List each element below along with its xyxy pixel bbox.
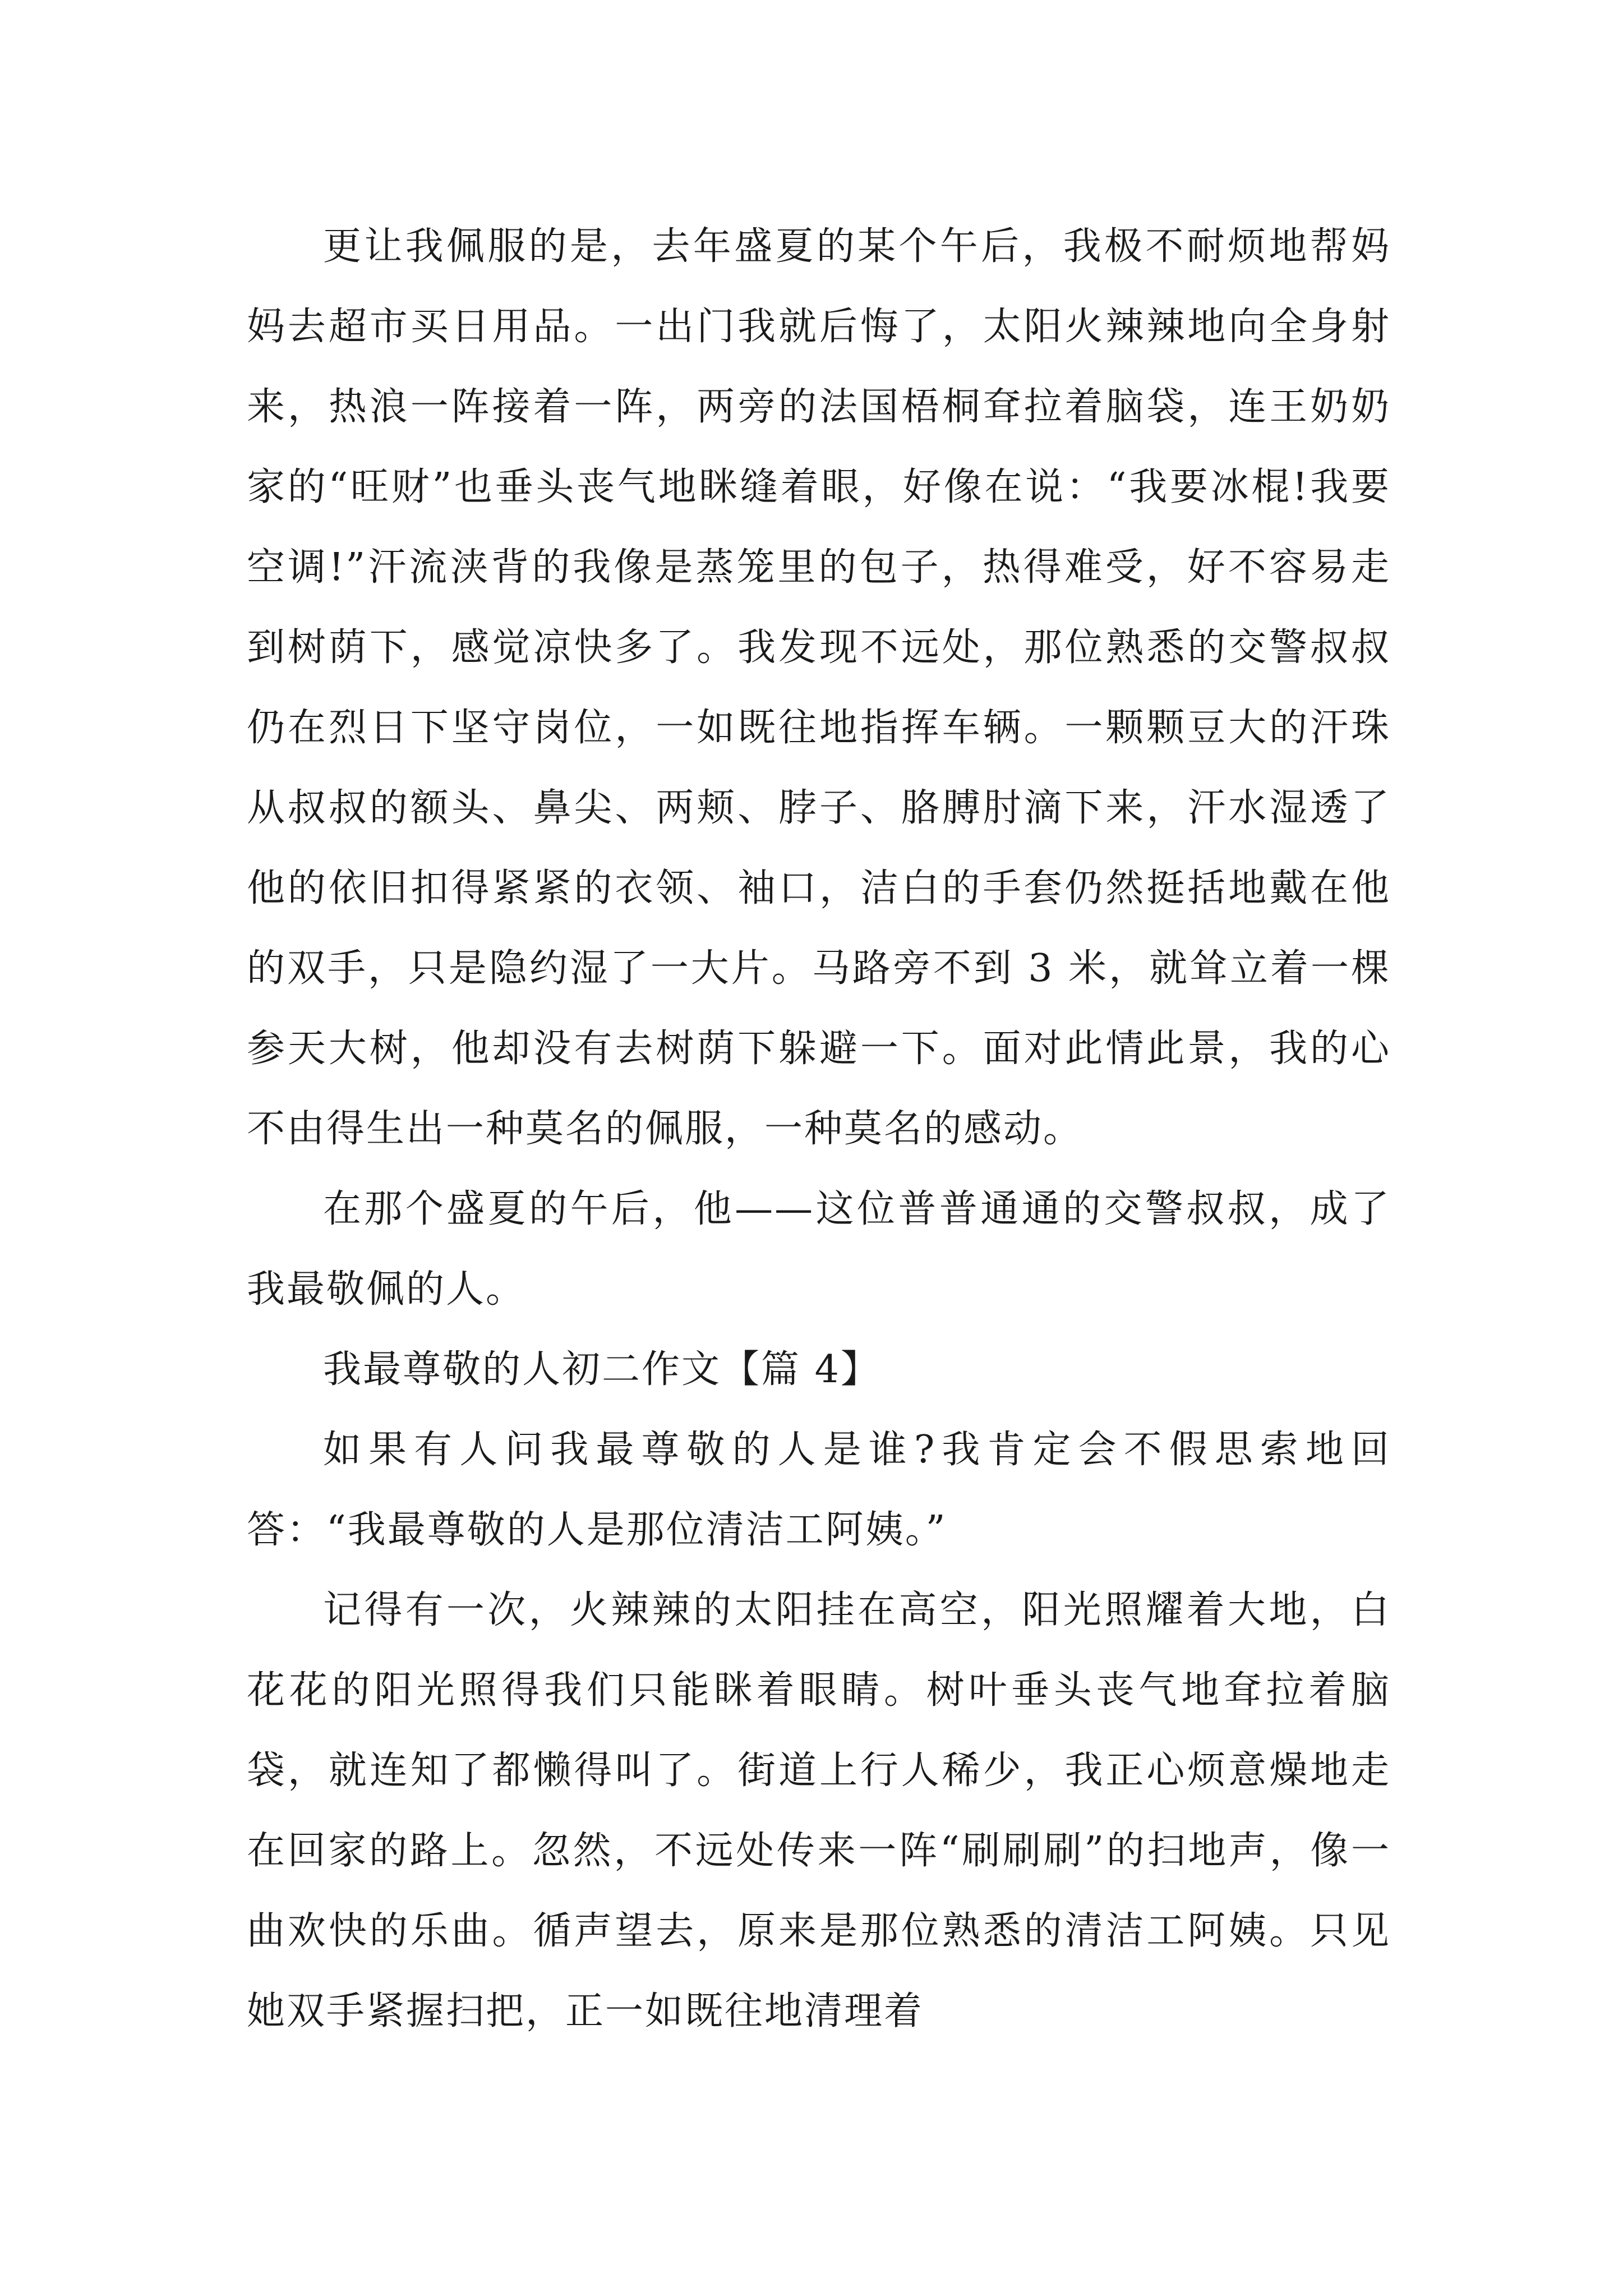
document-body [247,206,1391,2051]
paragraph-traffic-police-story: 更让我佩服的是，去年盛夏的某个午后，我极不耐烦地帮妈妈去超市买日用品。一出门我就后悔了，太阳火辣辣地向全身射来，热浪一阵接着一阵，两旁的法国梧桐耷拉着脑袋，连王奶奶家的“旺财”也垂头丧气地眯缝着眼，好像在说：“我要冰棍!我要空调!”汗流浃背的我像是蒸笼里的包子，热得难受，好不容易走到树荫下，感觉凉快多了。我发现不远处，那位熟悉的交警叔叔仍在烈日下坚守岗位，一如既往地指挥车辆。一颗颗豆大的汗珠从叔叔的额头、鼻尖、两颊、脖子、胳膊肘滴下来，汗水湿透了他的依旧扣得紧紧的衣领、袖口，洁白的手套仍然挺括地戴在他的双手，只是隐约湿了一大片。马路旁不到 3 米，就耸立着一棵参天大树，他却没有去树荫下躲避一下。面对此情此景，我的心不由得生出一种莫名的佩服，一种莫名的感动。 [247,224,1391,1151]
paragraph-question: 如果有人问我最尊敬的人是谁?我肯定会不假思索地回答：“我最尊敬的人是那位清洁工阿姨。” [247,1428,1391,1552]
paragraph-conclusion: 在那个盛夏的午后，他——这位普普通通的交警叔叔，成了我最敬佩的人。 [247,1187,1391,1312]
paragraph-cleaner-story: 记得有一次，火辣辣的太阳挂在高空，阳光照耀着大地，白花花的阳光照得我们只能眯着眼睛。树叶垂头丧气地耷拉着脑袋，就连知了都懒得叫了。街道上行人稀少，我正心烦意燥地走在回家的路上。忽然，不远处传来一阵“刷刷刷”的扫地声，像一曲欢快的乐曲。循声望去，原来是那位熟悉的清洁工阿姨。只见她双手紧握扫把，正一如既往地清理着 [247,1588,1391,2033]
section-heading: 我最尊敬的人初二作文【篇 4】 [323,1347,880,1392]
